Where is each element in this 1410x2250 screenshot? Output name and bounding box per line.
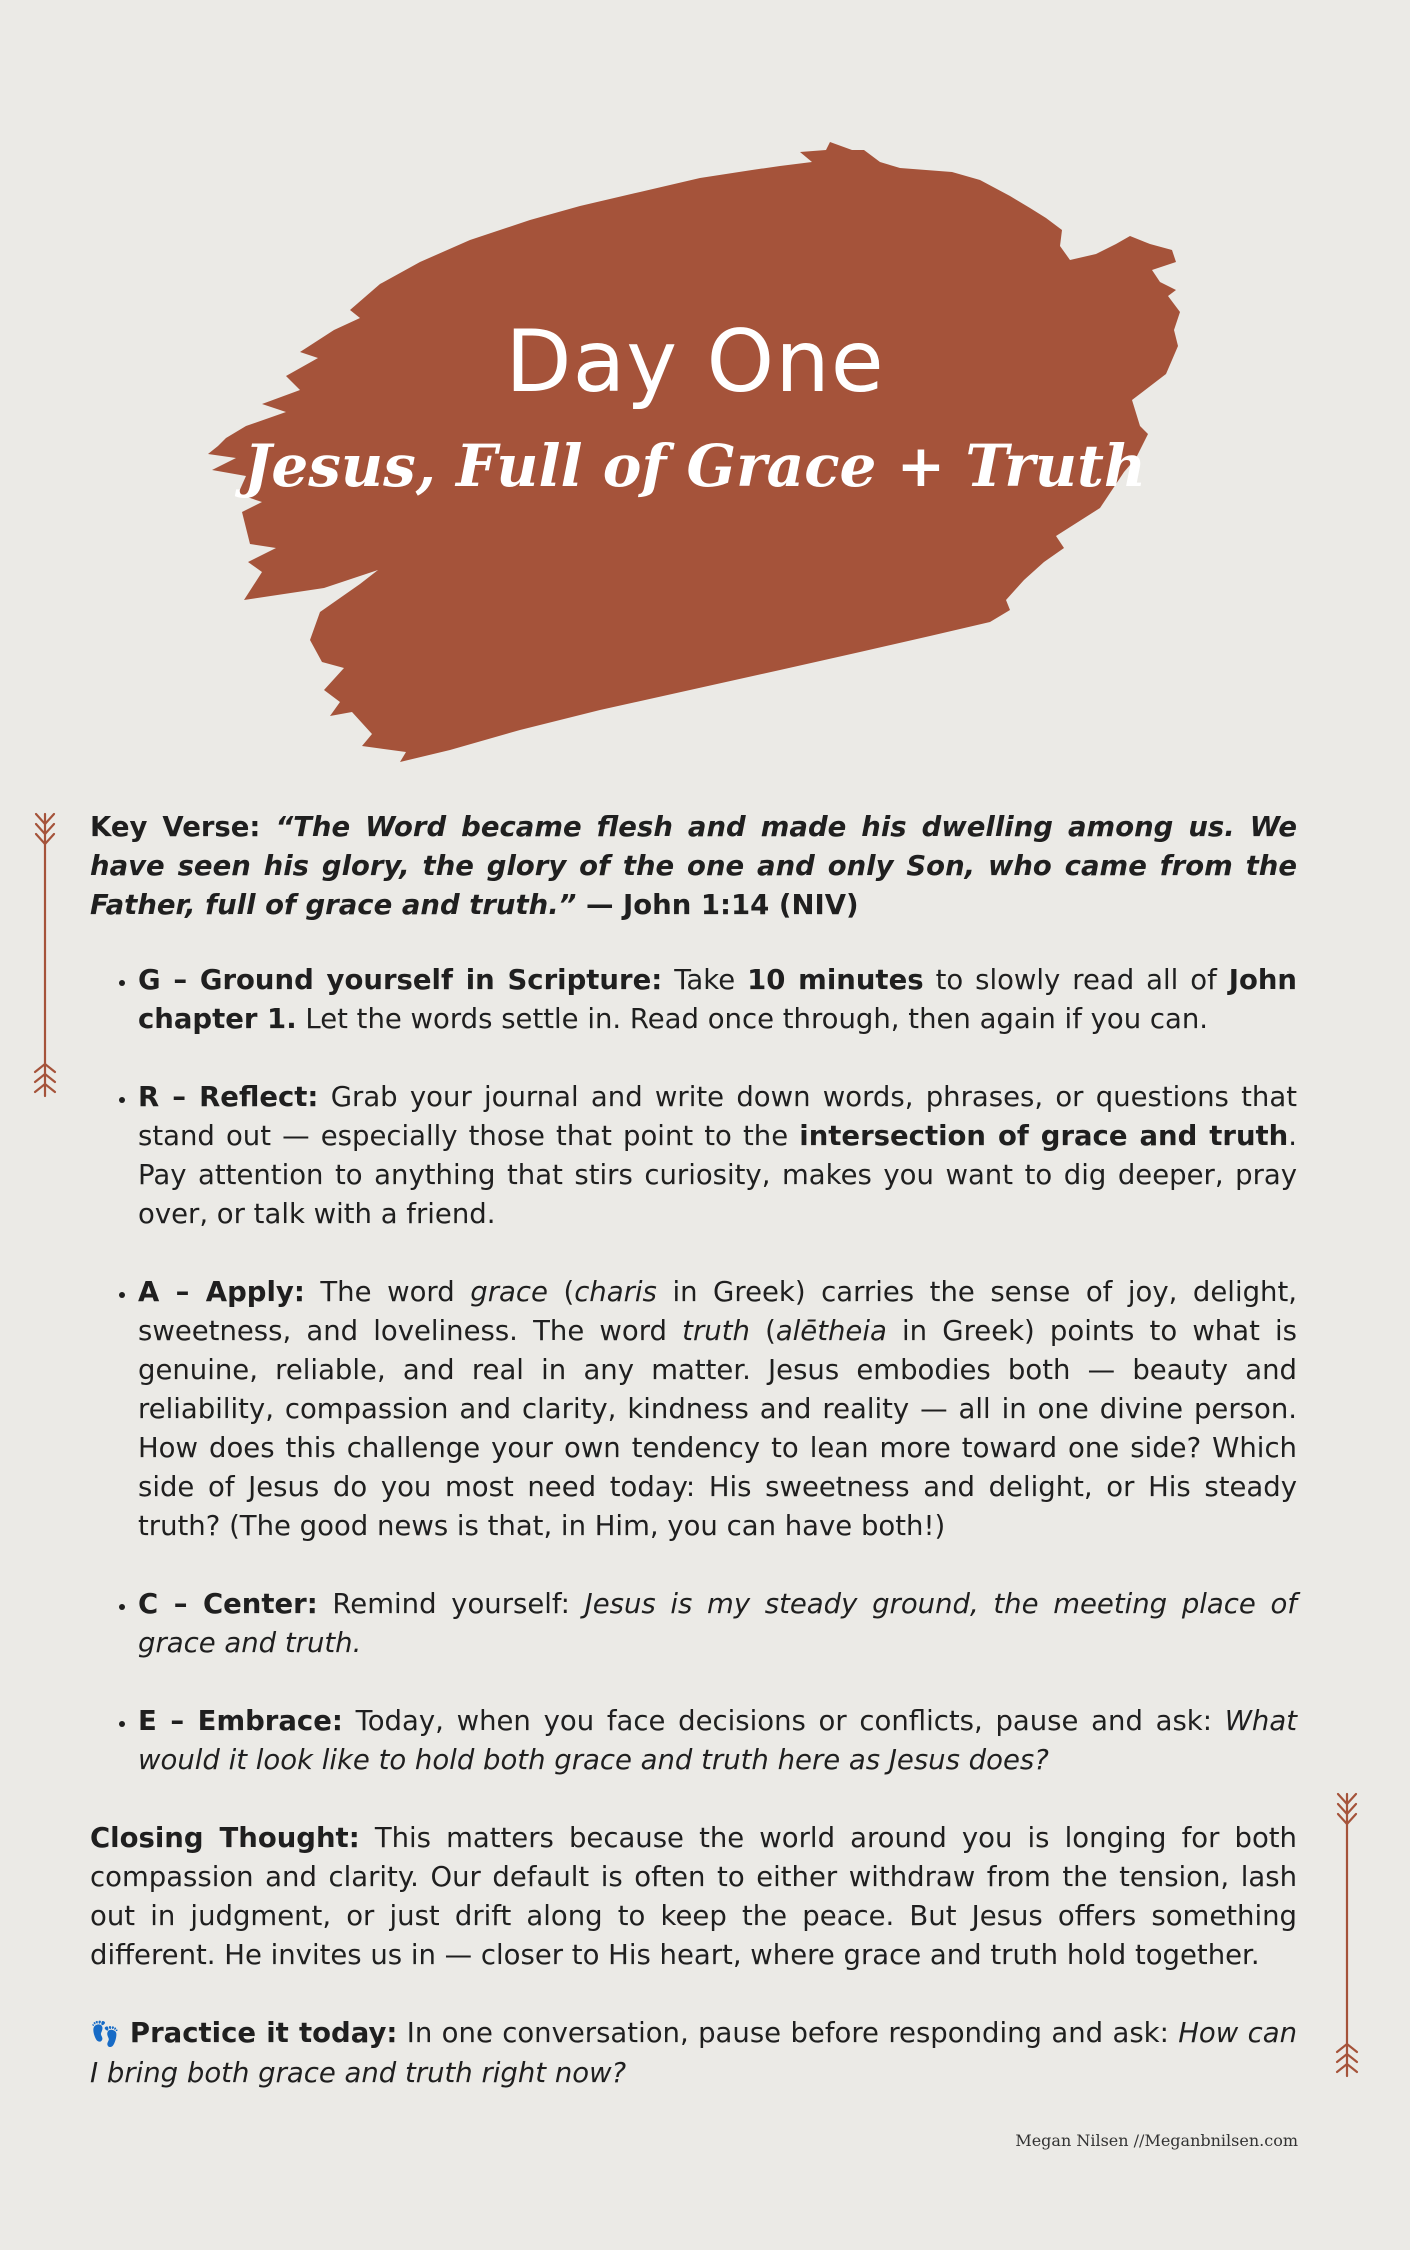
arrow-decoration-right-icon bbox=[1332, 1790, 1362, 2080]
practice-today bbox=[90, 2014, 1297, 2093]
practice-question: How can I bring both grace and truth right now? bbox=[90, 2017, 1298, 2089]
page-subtitle: Jesus, Full of Grace + Truth bbox=[243, 432, 1147, 500]
page-title: Day One bbox=[505, 312, 885, 412]
closing-thought-label: Closing Thought: bbox=[90, 1822, 360, 1854]
grace-steps-list bbox=[90, 961, 1297, 1780]
step-italic: charis bbox=[574, 1276, 657, 1308]
step-embrace-label: E – Embrace: bbox=[138, 1705, 343, 1737]
step-text: Take bbox=[674, 964, 736, 996]
practice-text: In one conversation, pause before responding and ask: bbox=[406, 2017, 1169, 2049]
closing-thought-text: This matters because the world around you is longing for both compassion and clarity. Our default is often to either withdraw from the tension, lash out in judgment, or just drift along to keep the peace. But Jesus offers something different. He invites us in — closer to His heart, where grace and truth hold together. bbox=[90, 1822, 1297, 1971]
key-verse-reference: — John 1:14 (NIV) bbox=[585, 889, 859, 921]
arrow-decoration-left-icon bbox=[30, 810, 60, 1100]
closing-thought bbox=[90, 1819, 1297, 1975]
step-text: Today, when you face decisions or conflicts, pause and ask: bbox=[355, 1705, 1212, 1737]
step-text: . Pay attention to anything that stirs curiosity, makes you want to dig deeper, pray over, or talk with a friend. bbox=[138, 1120, 1297, 1230]
step-reflect-label: R – Reflect: bbox=[138, 1081, 319, 1113]
step-italic: grace bbox=[470, 1276, 548, 1308]
step-italic: Jesus is my steady ground, the meeting place of grace and truth. bbox=[138, 1588, 1297, 1659]
step-emphasis: 10 minutes bbox=[747, 964, 924, 996]
key-verse bbox=[90, 808, 1297, 925]
step-text: Let the words settle in. Read once through, then again if you can. bbox=[305, 1003, 1209, 1035]
step-emphasis: intersection of grace and truth bbox=[799, 1120, 1289, 1152]
step-center bbox=[138, 1585, 1297, 1663]
step-text: ( bbox=[765, 1315, 776, 1347]
step-text: in Greek) points to what is genuine, reliable, and real in any matter. Jesus embodies both — beauty and reliability, compassion and clarity, kindness and reality — all in one divine person. How does this challenge your own tendency to lean more toward one side? Which side of Jesus do you most need today: His sweetness and delight, or His steady truth? (The good news is that, in Him, you can have both!) bbox=[138, 1315, 1298, 1542]
step-italic: alētheia bbox=[775, 1315, 887, 1347]
step-italic: truth bbox=[682, 1315, 750, 1347]
devotional-content bbox=[90, 808, 1297, 2132]
step-text: The word bbox=[320, 1276, 455, 1308]
step-reflect bbox=[138, 1078, 1297, 1234]
step-ground bbox=[138, 961, 1297, 1039]
step-text: to slowly read all of bbox=[935, 964, 1217, 996]
step-text: in Greek) carries the sense of joy, delight, sweetness, and loveliness. The word bbox=[138, 1276, 1297, 1347]
step-apply-label: A – Apply: bbox=[138, 1276, 305, 1308]
step-text: ( bbox=[563, 1276, 575, 1308]
step-text: Remind yourself: bbox=[332, 1588, 570, 1620]
step-ground-label: G – Ground yourself in Scripture: bbox=[138, 964, 663, 996]
practice-label: Practice it today: bbox=[129, 2017, 398, 2049]
step-apply bbox=[138, 1273, 1297, 1546]
step-center-label: C – Center: bbox=[138, 1588, 318, 1620]
key-verse-quote: “The Word became flesh and made his dwelling among us. We have seen his glory, the glory of the one and only Son, who came from the Father, full of grace and truth.” bbox=[90, 811, 1297, 921]
step-embrace bbox=[138, 1702, 1297, 1780]
key-verse-label: Key Verse: bbox=[90, 811, 261, 843]
footprints-icon: 👣 bbox=[90, 2020, 121, 2048]
step-italic: What would it look like to hold both grace and truth here as Jesus does? bbox=[138, 1705, 1297, 1776]
footer-credit: Megan Nilsen //Meganbnilsen.com bbox=[1015, 2131, 1298, 2150]
step-emphasis: John chapter 1. bbox=[138, 964, 1298, 1035]
step-text: Grab your journal and write down words, phrases, or questions that stand out — especially those that point to the bbox=[138, 1081, 1297, 1152]
